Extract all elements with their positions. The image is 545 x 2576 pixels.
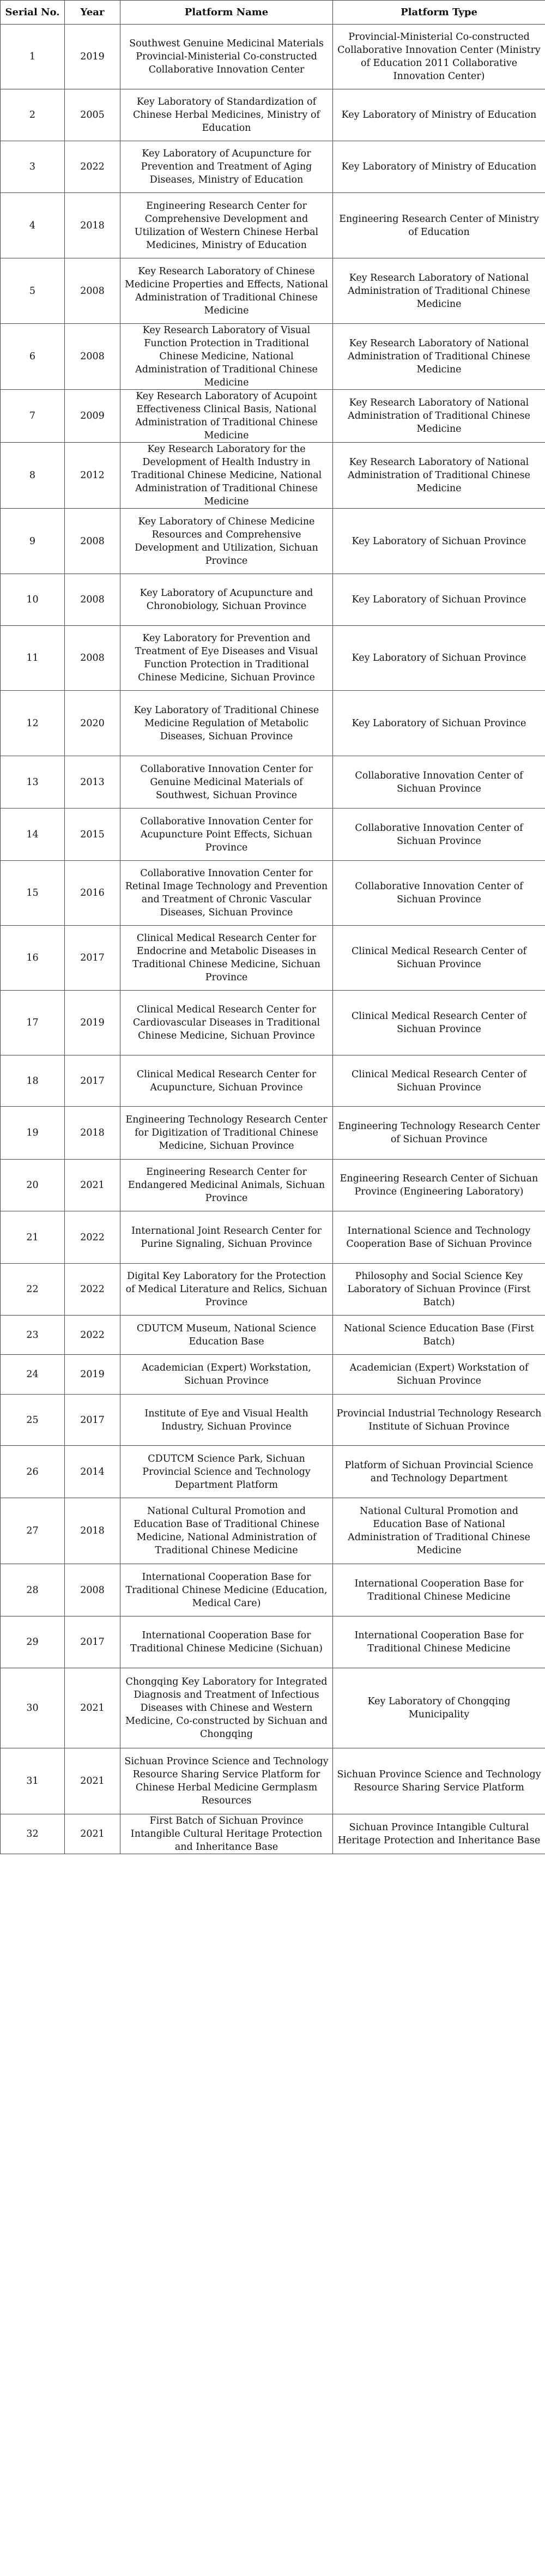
table-row [1, 324, 545, 390]
table-row [1, 1446, 545, 1498]
cell-year: 2008 [65, 626, 120, 691]
cell-platform-name: CDUTCM Museum, National Science Education Base [120, 1316, 333, 1355]
cell-year: 2022 [65, 141, 120, 193]
cell-platform-type: Key Research Laboratory of National Administration of Traditional Chinese Medicine [333, 324, 545, 390]
cell-serial-no: 2 [1, 89, 65, 141]
cell-serial-no: 26 [1, 1446, 65, 1498]
cell-platform-type: Key Laboratory of Chongqing Municipality [333, 1668, 545, 1748]
cell-platform-type: Engineering Research Center of Sichuan Province (Engineering Laboratory) [333, 1160, 545, 1211]
cell-platform-type: Engineering Research Center of Ministry of Education [333, 193, 545, 258]
table-row [1, 141, 545, 193]
cell-platform-name: Key Laboratory of Chinese Medicine Resources and Comprehensive Development and Utilization, Sichuan Province [120, 509, 333, 574]
header-platform-type: Platform Type [333, 1, 545, 25]
cell-serial-no: 9 [1, 509, 65, 574]
cell-serial-no: 17 [1, 991, 65, 1055]
cell-year: 2021 [65, 1160, 120, 1211]
cell-platform-name: Clinical Medical Research Center for Endocrine and Metabolic Diseases in Traditional Chinese Medicine, Sichuan Province [120, 926, 333, 991]
cell-serial-no: 10 [1, 574, 65, 626]
table-row [1, 626, 545, 691]
cell-serial-no: 16 [1, 926, 65, 991]
cell-platform-name: Key Laboratory of Standardization of Chinese Herbal Medicines, Ministry of Education [120, 89, 333, 141]
cell-year: 2022 [65, 1211, 120, 1264]
cell-platform-name: First Batch of Sichuan Province Intangible Cultural Heritage Protection and Inheritance Base [120, 1814, 333, 1854]
cell-platform-name: Key Research Laboratory of Visual Function Protection in Traditional Chinese Medicine, National Administration of Traditional Chinese Medicine [120, 324, 333, 390]
cell-platform-type: Clinical Medical Research Center of Sichuan Province [333, 1055, 545, 1107]
cell-year: 2008 [65, 574, 120, 626]
cell-year: 2019 [65, 991, 120, 1055]
table-row [1, 193, 545, 258]
cell-platform-type: Collaborative Innovation Center of Sichuan Province [333, 756, 545, 809]
cell-serial-no: 29 [1, 1616, 65, 1668]
cell-platform-type: International Cooperation Base for Traditional Chinese Medicine [333, 1564, 545, 1616]
cell-serial-no: 7 [1, 390, 65, 443]
cell-platform-name: International Joint Research Center for Purine Signaling, Sichuan Province [120, 1211, 333, 1264]
table-row [1, 1616, 545, 1668]
cell-serial-no: 28 [1, 1564, 65, 1616]
table-row [1, 574, 545, 626]
cell-platform-type: Key Laboratory of Ministry of Education [333, 141, 545, 193]
cell-serial-no: 5 [1, 258, 65, 324]
cell-platform-name: Key Research Laboratory of Acupoint Effectiveness Clinical Basis, National Administration of Traditional Chinese Medicine [120, 390, 333, 443]
cell-serial-no: 8 [1, 443, 65, 509]
cell-year: 2019 [65, 25, 120, 89]
cell-platform-type: Key Laboratory of Sichuan Province [333, 691, 545, 756]
table-body [1, 25, 545, 1854]
table-row [1, 756, 545, 809]
cell-year: 2005 [65, 89, 120, 141]
table-row [1, 390, 545, 443]
cell-platform-name: Key Research Laboratory for the Development of Health Industry in Traditional Chinese Medicine, National Administration of Traditional Chinese Medicine [120, 443, 333, 509]
cell-platform-name: Collaborative Innovation Center for Acupuncture Point Effects, Sichuan Province [120, 809, 333, 861]
cell-year: 2017 [65, 1395, 120, 1446]
cell-platform-name: Key Research Laboratory of Chinese Medicine Properties and Effects, National Administration of Traditional Chinese Medicine [120, 258, 333, 324]
cell-serial-no: 11 [1, 626, 65, 691]
cell-year: 2021 [65, 1668, 120, 1748]
cell-platform-name: International Cooperation Base for Traditional Chinese Medicine (Education, Medical Care) [120, 1564, 333, 1616]
cell-serial-no: 20 [1, 1160, 65, 1211]
cell-platform-name: Key Laboratory for Prevention and Treatment of Eye Diseases and Visual Function Protection in Traditional Chinese Medicine, Sichuan Province [120, 626, 333, 691]
table-row [1, 1668, 545, 1748]
cell-year: 2017 [65, 1055, 120, 1107]
cell-year: 2017 [65, 1616, 120, 1668]
cell-platform-name: Clinical Medical Research Center for Acupuncture, Sichuan Province [120, 1055, 333, 1107]
cell-serial-no: 25 [1, 1395, 65, 1446]
table-row [1, 1814, 545, 1854]
cell-platform-type: Sichuan Province Intangible Cultural Heritage Protection and Inheritance Base [333, 1814, 545, 1854]
cell-platform-name: Engineering Research Center for Endangered Medicinal Animals, Sichuan Province [120, 1160, 333, 1211]
table-row [1, 258, 545, 324]
cell-year: 2018 [65, 1498, 120, 1564]
cell-platform-type: National Science Education Base (First Batch) [333, 1316, 545, 1355]
table-row [1, 509, 545, 574]
table-row [1, 1316, 545, 1355]
cell-year: 2013 [65, 756, 120, 809]
cell-platform-type: Key Laboratory of Sichuan Province [333, 509, 545, 574]
table-row [1, 1355, 545, 1395]
table-row [1, 1395, 545, 1446]
cell-serial-no: 19 [1, 1107, 65, 1160]
cell-platform-type: Provincial-Ministerial Co-constructed Collaborative Innovation Center (Ministry of Education 2011 Collaborative Innovation Center) [333, 25, 545, 89]
cell-platform-name: Key Laboratory of Acupuncture and Chronobiology, Sichuan Province [120, 574, 333, 626]
cell-platform-type: Key Laboratory of Sichuan Province [333, 574, 545, 626]
table-row [1, 1748, 545, 1814]
cell-platform-type: Collaborative Innovation Center of Sichuan Province [333, 861, 545, 926]
cell-platform-type: Philosophy and Social Science Key Laboratory of Sichuan Province (First Batch) [333, 1264, 545, 1316]
cell-platform-name: Engineering Technology Research Center for Digitization of Traditional Chinese Medicine, Sichuan Province [120, 1107, 333, 1160]
cell-serial-no: 15 [1, 861, 65, 926]
table-row [1, 809, 545, 861]
cell-platform-type: Key Research Laboratory of National Administration of Traditional Chinese Medicine [333, 443, 545, 509]
cell-platform-type: Sichuan Province Science and Technology Resource Sharing Service Platform [333, 1748, 545, 1814]
cell-year: 2021 [65, 1748, 120, 1814]
cell-serial-no: 1 [1, 25, 65, 89]
cell-year: 2008 [65, 324, 120, 390]
cell-platform-name: Institute of Eye and Visual Health Industry, Sichuan Province [120, 1395, 333, 1446]
cell-platform-name: Chongqing Key Laboratory for Integrated Diagnosis and Treatment of Infectious Diseases with Chinese and Western Medicine, Co-constructed by Sichuan and Chongqing [120, 1668, 333, 1748]
cell-platform-type: Academician (Expert) Workstation of Sichuan Province [333, 1355, 545, 1395]
table-row [1, 1055, 545, 1107]
cell-serial-no: 4 [1, 193, 65, 258]
cell-platform-type: Clinical Medical Research Center of Sichuan Province [333, 991, 545, 1055]
cell-platform-type: Engineering Technology Research Center of Sichuan Province [333, 1107, 545, 1160]
header-serial-no: Serial No. [1, 1, 65, 25]
table-row [1, 1498, 545, 1564]
cell-platform-name: Sichuan Province Science and Technology Resource Sharing Service Platform for Chinese Herbal Medicine Germplasm Resources [120, 1748, 333, 1814]
cell-year: 2016 [65, 861, 120, 926]
cell-platform-type: Key Research Laboratory of National Administration of Traditional Chinese Medicine [333, 258, 545, 324]
cell-platform-type: International Cooperation Base for Traditional Chinese Medicine [333, 1616, 545, 1668]
cell-platform-type: Key Laboratory of Sichuan Province [333, 626, 545, 691]
cell-year: 2018 [65, 193, 120, 258]
cell-year: 2014 [65, 1446, 120, 1498]
cell-platform-type: Provincial Industrial Technology Research Institute of Sichuan Province [333, 1395, 545, 1446]
cell-platform-type: National Cultural Promotion and Education Base of National Administration of Traditional Chinese Medicine [333, 1498, 545, 1564]
table-row [1, 1160, 545, 1211]
cell-platform-name: Southwest Genuine Medicinal Materials Provincial-Ministerial Co-constructed Collaborative Innovation Center [120, 25, 333, 89]
table-row [1, 443, 545, 509]
cell-platform-type: Clinical Medical Research Center of Sichuan Province [333, 926, 545, 991]
cell-platform-type: International Science and Technology Cooperation Base of Sichuan Province [333, 1211, 545, 1264]
cell-year: 2008 [65, 258, 120, 324]
cell-platform-name: Engineering Research Center for Comprehensive Development and Utilization of Western Chinese Herbal Medicines, Ministry of Education [120, 193, 333, 258]
table-row [1, 1564, 545, 1616]
cell-platform-name: Digital Key Laboratory for the Protection of Medical Literature and Relics, Sichuan Province [120, 1264, 333, 1316]
header-year: Year [65, 1, 120, 25]
table-row [1, 25, 545, 89]
cell-serial-no: 3 [1, 141, 65, 193]
cell-serial-no: 22 [1, 1264, 65, 1316]
table-header-row [1, 1, 545, 25]
table-row [1, 1107, 545, 1160]
cell-platform-name: Academician (Expert) Workstation, Sichuan Province [120, 1355, 333, 1395]
cell-serial-no: 32 [1, 1814, 65, 1854]
cell-serial-no: 14 [1, 809, 65, 861]
cell-year: 2008 [65, 1564, 120, 1616]
cell-year: 2008 [65, 509, 120, 574]
cell-platform-type: Key Laboratory of Ministry of Education [333, 89, 545, 141]
cell-platform-name: National Cultural Promotion and Education Base of Traditional Chinese Medicine, National Administration of Traditional Chinese Medicine [120, 1498, 333, 1564]
table-row [1, 691, 545, 756]
cell-year: 2015 [65, 809, 120, 861]
cell-year: 2022 [65, 1264, 120, 1316]
cell-year: 2022 [65, 1316, 120, 1355]
cell-year: 2019 [65, 1355, 120, 1395]
cell-year: 2018 [65, 1107, 120, 1160]
cell-year: 2021 [65, 1814, 120, 1854]
cell-serial-no: 30 [1, 1668, 65, 1748]
cell-serial-no: 21 [1, 1211, 65, 1264]
cell-serial-no: 18 [1, 1055, 65, 1107]
cell-platform-type: Key Research Laboratory of National Administration of Traditional Chinese Medicine [333, 390, 545, 443]
cell-platform-name: CDUTCM Science Park, Sichuan Provincial Science and Technology Department Platform [120, 1446, 333, 1498]
cell-year: 2017 [65, 926, 120, 991]
cell-platform-type: Collaborative Innovation Center of Sichuan Province [333, 809, 545, 861]
cell-platform-name: Key Laboratory of Traditional Chinese Medicine Regulation of Metabolic Diseases, Sichuan Province [120, 691, 333, 756]
cell-serial-no: 12 [1, 691, 65, 756]
header-platform-name: Platform Name [120, 1, 333, 25]
cell-platform-name: Collaborative Innovation Center for Retinal Image Technology and Prevention and Treatment of Chronic Vascular Diseases, Sichuan Province [120, 861, 333, 926]
table-row [1, 1211, 545, 1264]
cell-platform-name: Key Laboratory of Acupuncture for Prevention and Treatment of Aging Diseases, Ministry of Education [120, 141, 333, 193]
cell-serial-no: 24 [1, 1355, 65, 1395]
cell-platform-name: Collaborative Innovation Center for Genuine Medicinal Materials of Southwest, Sichuan Province [120, 756, 333, 809]
cell-serial-no: 6 [1, 324, 65, 390]
cell-serial-no: 31 [1, 1748, 65, 1814]
cell-year: 2020 [65, 691, 120, 756]
cell-serial-no: 27 [1, 1498, 65, 1564]
cell-year: 2009 [65, 390, 120, 443]
table-row [1, 1264, 545, 1316]
cell-serial-no: 13 [1, 756, 65, 809]
table-row [1, 926, 545, 991]
table-row [1, 861, 545, 926]
cell-year: 2012 [65, 443, 120, 509]
cell-platform-name: International Cooperation Base for Traditional Chinese Medicine (Sichuan) [120, 1616, 333, 1668]
table-row [1, 89, 545, 141]
table-row [1, 991, 545, 1055]
cell-platform-type: Platform of Sichuan Provincial Science and Technology Department [333, 1446, 545, 1498]
cell-serial-no: 23 [1, 1316, 65, 1355]
cell-platform-name: Clinical Medical Research Center for Cardiovascular Diseases in Traditional Chinese Medicine, Sichuan Province [120, 991, 333, 1055]
